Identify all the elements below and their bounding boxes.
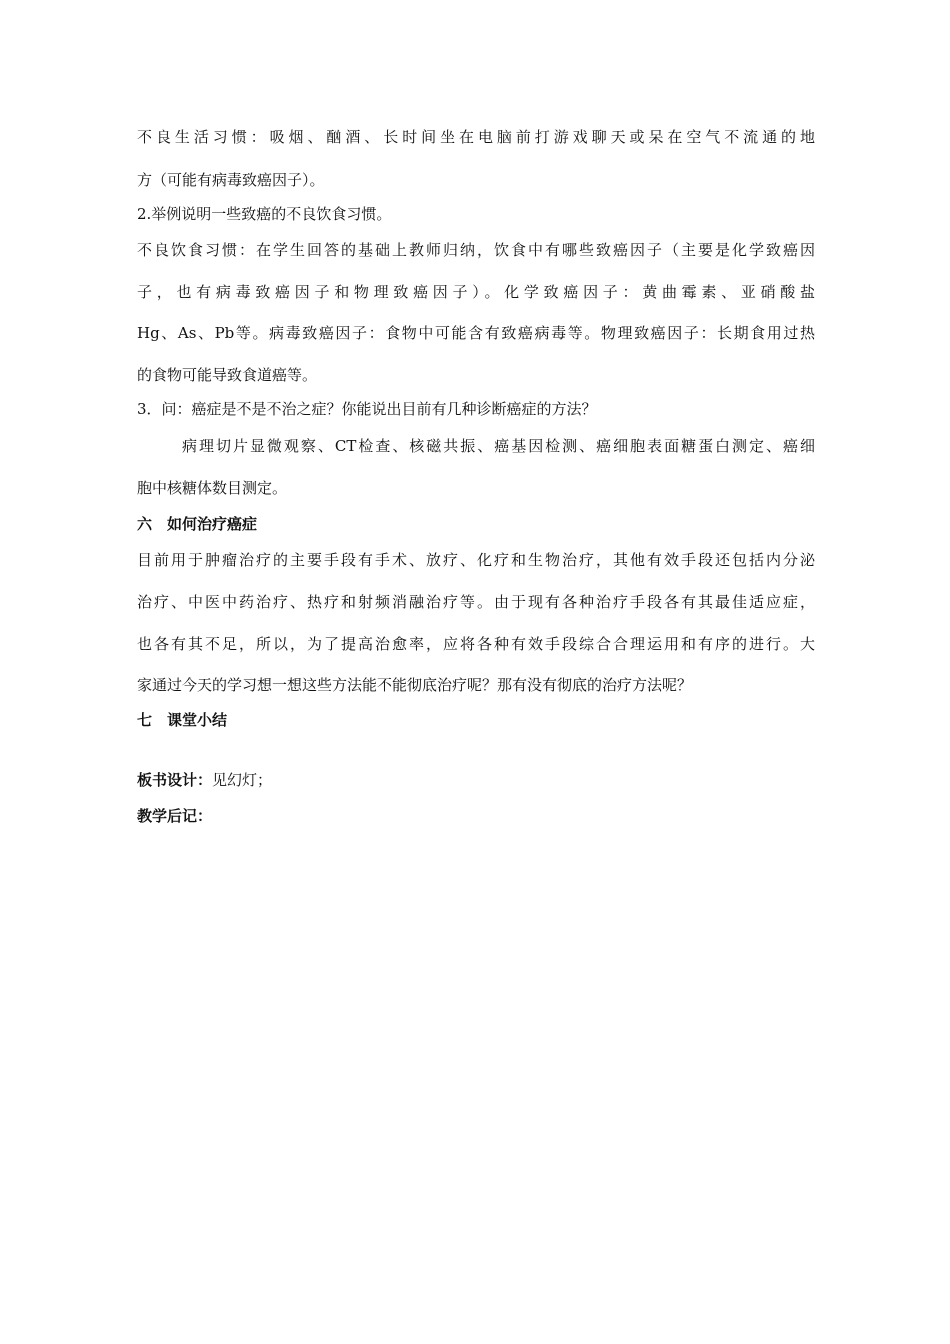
question-2: 2.举例说明一些致癌的不良饮食习惯。: [137, 205, 392, 223]
diet-paragraph-line-1: 不良饮食习惯：在学生回答的基础上教师归纳，饮食中有哪些致癌因子（主要是化学致癌因: [137, 241, 815, 259]
treatment-paragraph-line-1: 目前用于肿瘤治疗的主要手段有手术、放疗、化疗和生物治疗，其他有效手段还包括内分泌: [137, 551, 815, 569]
diet-paragraph-line-3: Hg、As、Pb等。病毒致癌因子：食物中可能含有致癌病毒等。物理致癌因子：长期食用过热: [137, 324, 815, 342]
teaching-notes-label: 教学后记：: [137, 807, 213, 825]
habit-paragraph-line-1: 不良生活习惯：吸烟、酗酒、长时间坐在电脑前打游戏聊天或呆在空气不流通的地: [137, 128, 815, 146]
board-design-value: 见幻灯；: [212, 771, 273, 789]
treatment-paragraph-line-3: 也各有其不足，所以，为了提高治愈率，应将各种有效手段综合合理运用和有序的进行。大: [137, 635, 815, 653]
diagnosis-paragraph-line-1: 病理切片显微观察、CT检查、核磁共振、癌基因检测、癌细胞表面糖蛋白测定、癌细: [182, 437, 815, 455]
section-heading-summary: 七 课堂小结: [137, 711, 228, 729]
diet-paragraph-line-4: 的食物可能导致食道癌等。: [137, 366, 318, 384]
treatment-paragraph-line-4: 家通过今天的学习想一想这些方法能不能彻底治疗呢？那有没有彻底的治疗方法呢？: [137, 676, 693, 694]
board-design: [137, 770, 815, 790]
section-heading-treatment: 六 如何治疗癌症: [137, 515, 258, 533]
question-3: 3．问：癌症是不是不治之症？你能说出目前有几种诊断癌症的方法？: [137, 400, 597, 418]
board-design-label: 板书设计：: [137, 771, 213, 789]
diet-paragraph-line-2: 子，也有病毒致癌因子和物理致癌因子）。化学致癌因子：黄曲霉素、亚硝酸盐: [137, 283, 815, 301]
diagnosis-paragraph-line-2: 胞中核糖体数目测定。: [137, 479, 288, 497]
habit-paragraph-line-2: 方（可能有病毒致癌因子）。: [137, 171, 325, 189]
treatment-paragraph-line-2: 治疗、中医中药治疗、热疗和射频消融治疗等。由于现有各种治疗手段各有其最佳适应症，: [137, 593, 815, 611]
